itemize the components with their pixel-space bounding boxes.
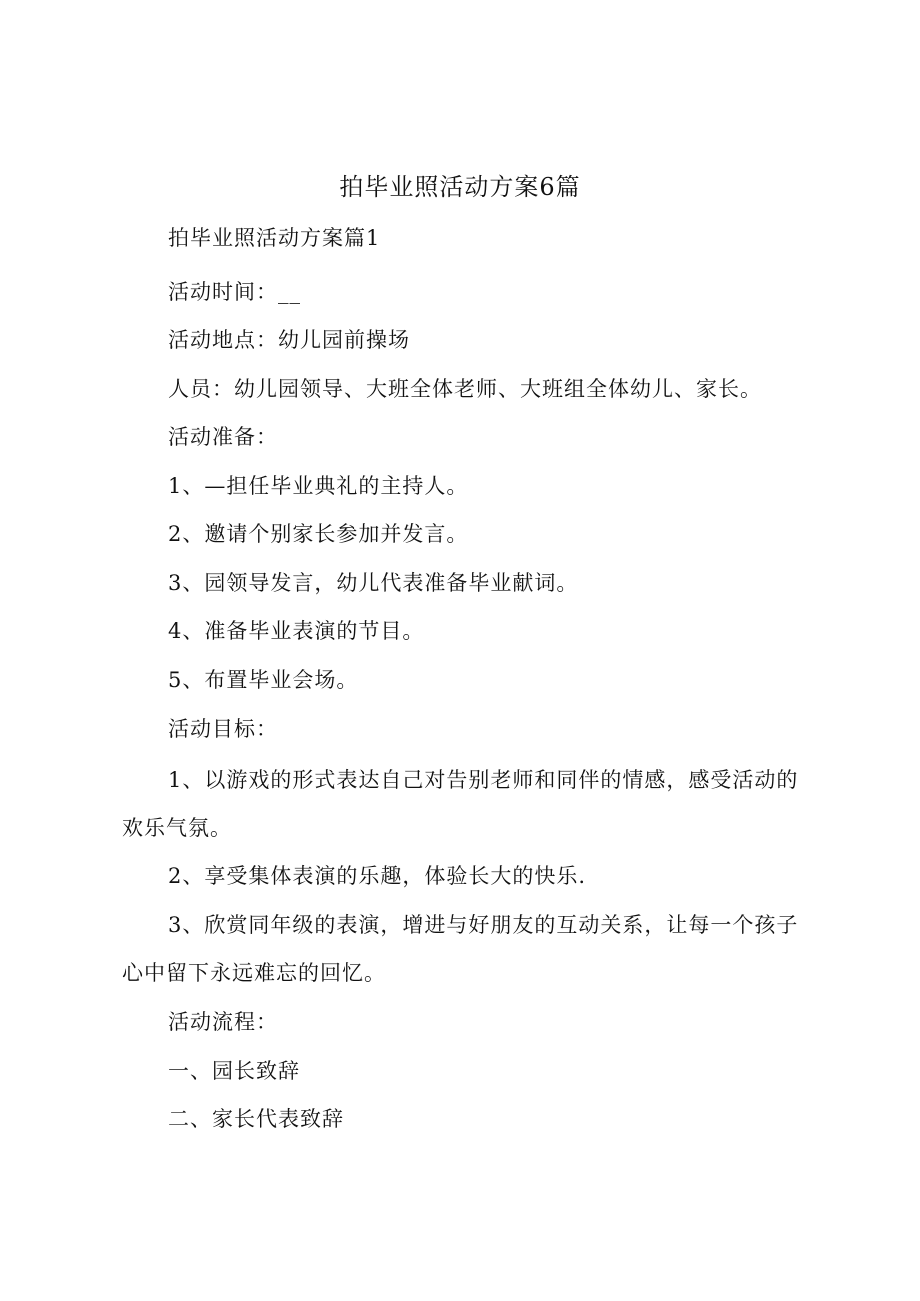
paragraph-goal-1: 1、以游戏的形式表达自己对告别老师和同伴的情感，感受活动的欢乐气氛。 — [122, 768, 799, 840]
paragraph-activity-location: 活动地点：幼儿园前操场 — [168, 328, 410, 352]
document-title: 拍毕业照活动方案6篇 — [339, 173, 581, 201]
paragraph-process-item-1: 一、园长致辞 — [168, 1059, 300, 1083]
paragraph-process-heading: 活动流程： — [168, 1010, 278, 1034]
paragraph-preparation-heading: 活动准备： — [168, 425, 278, 449]
paragraph-goals-heading: 活动目标： — [168, 717, 278, 741]
paragraph-preparation-item-4: 4、准备毕业表演的节目。 — [168, 619, 425, 643]
section-heading: 拍毕业照活动方案篇1 — [168, 226, 381, 250]
paragraph-preparation-item-1: 1、—担任毕业典礼的主持人。 — [168, 474, 469, 498]
paragraph-preparation-item-5: 5、布置毕业会场。 — [168, 668, 359, 692]
paragraph-goal-2: 2、享受集体表演的乐趣，体验长大的快乐. — [168, 864, 587, 888]
paragraph-activity-time: 活动时间：__ — [168, 280, 301, 304]
paragraph-process-item-2: 二、家长代表致辞 — [168, 1107, 344, 1131]
paragraph-goal-3: 3、欣赏同年级的表演，增进与好朋友的互动关系，让每一个孩子心中留下永远难忘的回忆。 — [122, 913, 799, 985]
paragraph-preparation-item-3: 3、园领导发言，幼儿代表准备毕业献词。 — [168, 571, 579, 595]
paragraph-preparation-item-2: 2、邀请个别家长参加并发言。 — [168, 522, 469, 546]
paragraph-participants: 人员：幼儿园领导、大班全体老师、大班组全体幼儿、家长。 — [168, 377, 762, 401]
